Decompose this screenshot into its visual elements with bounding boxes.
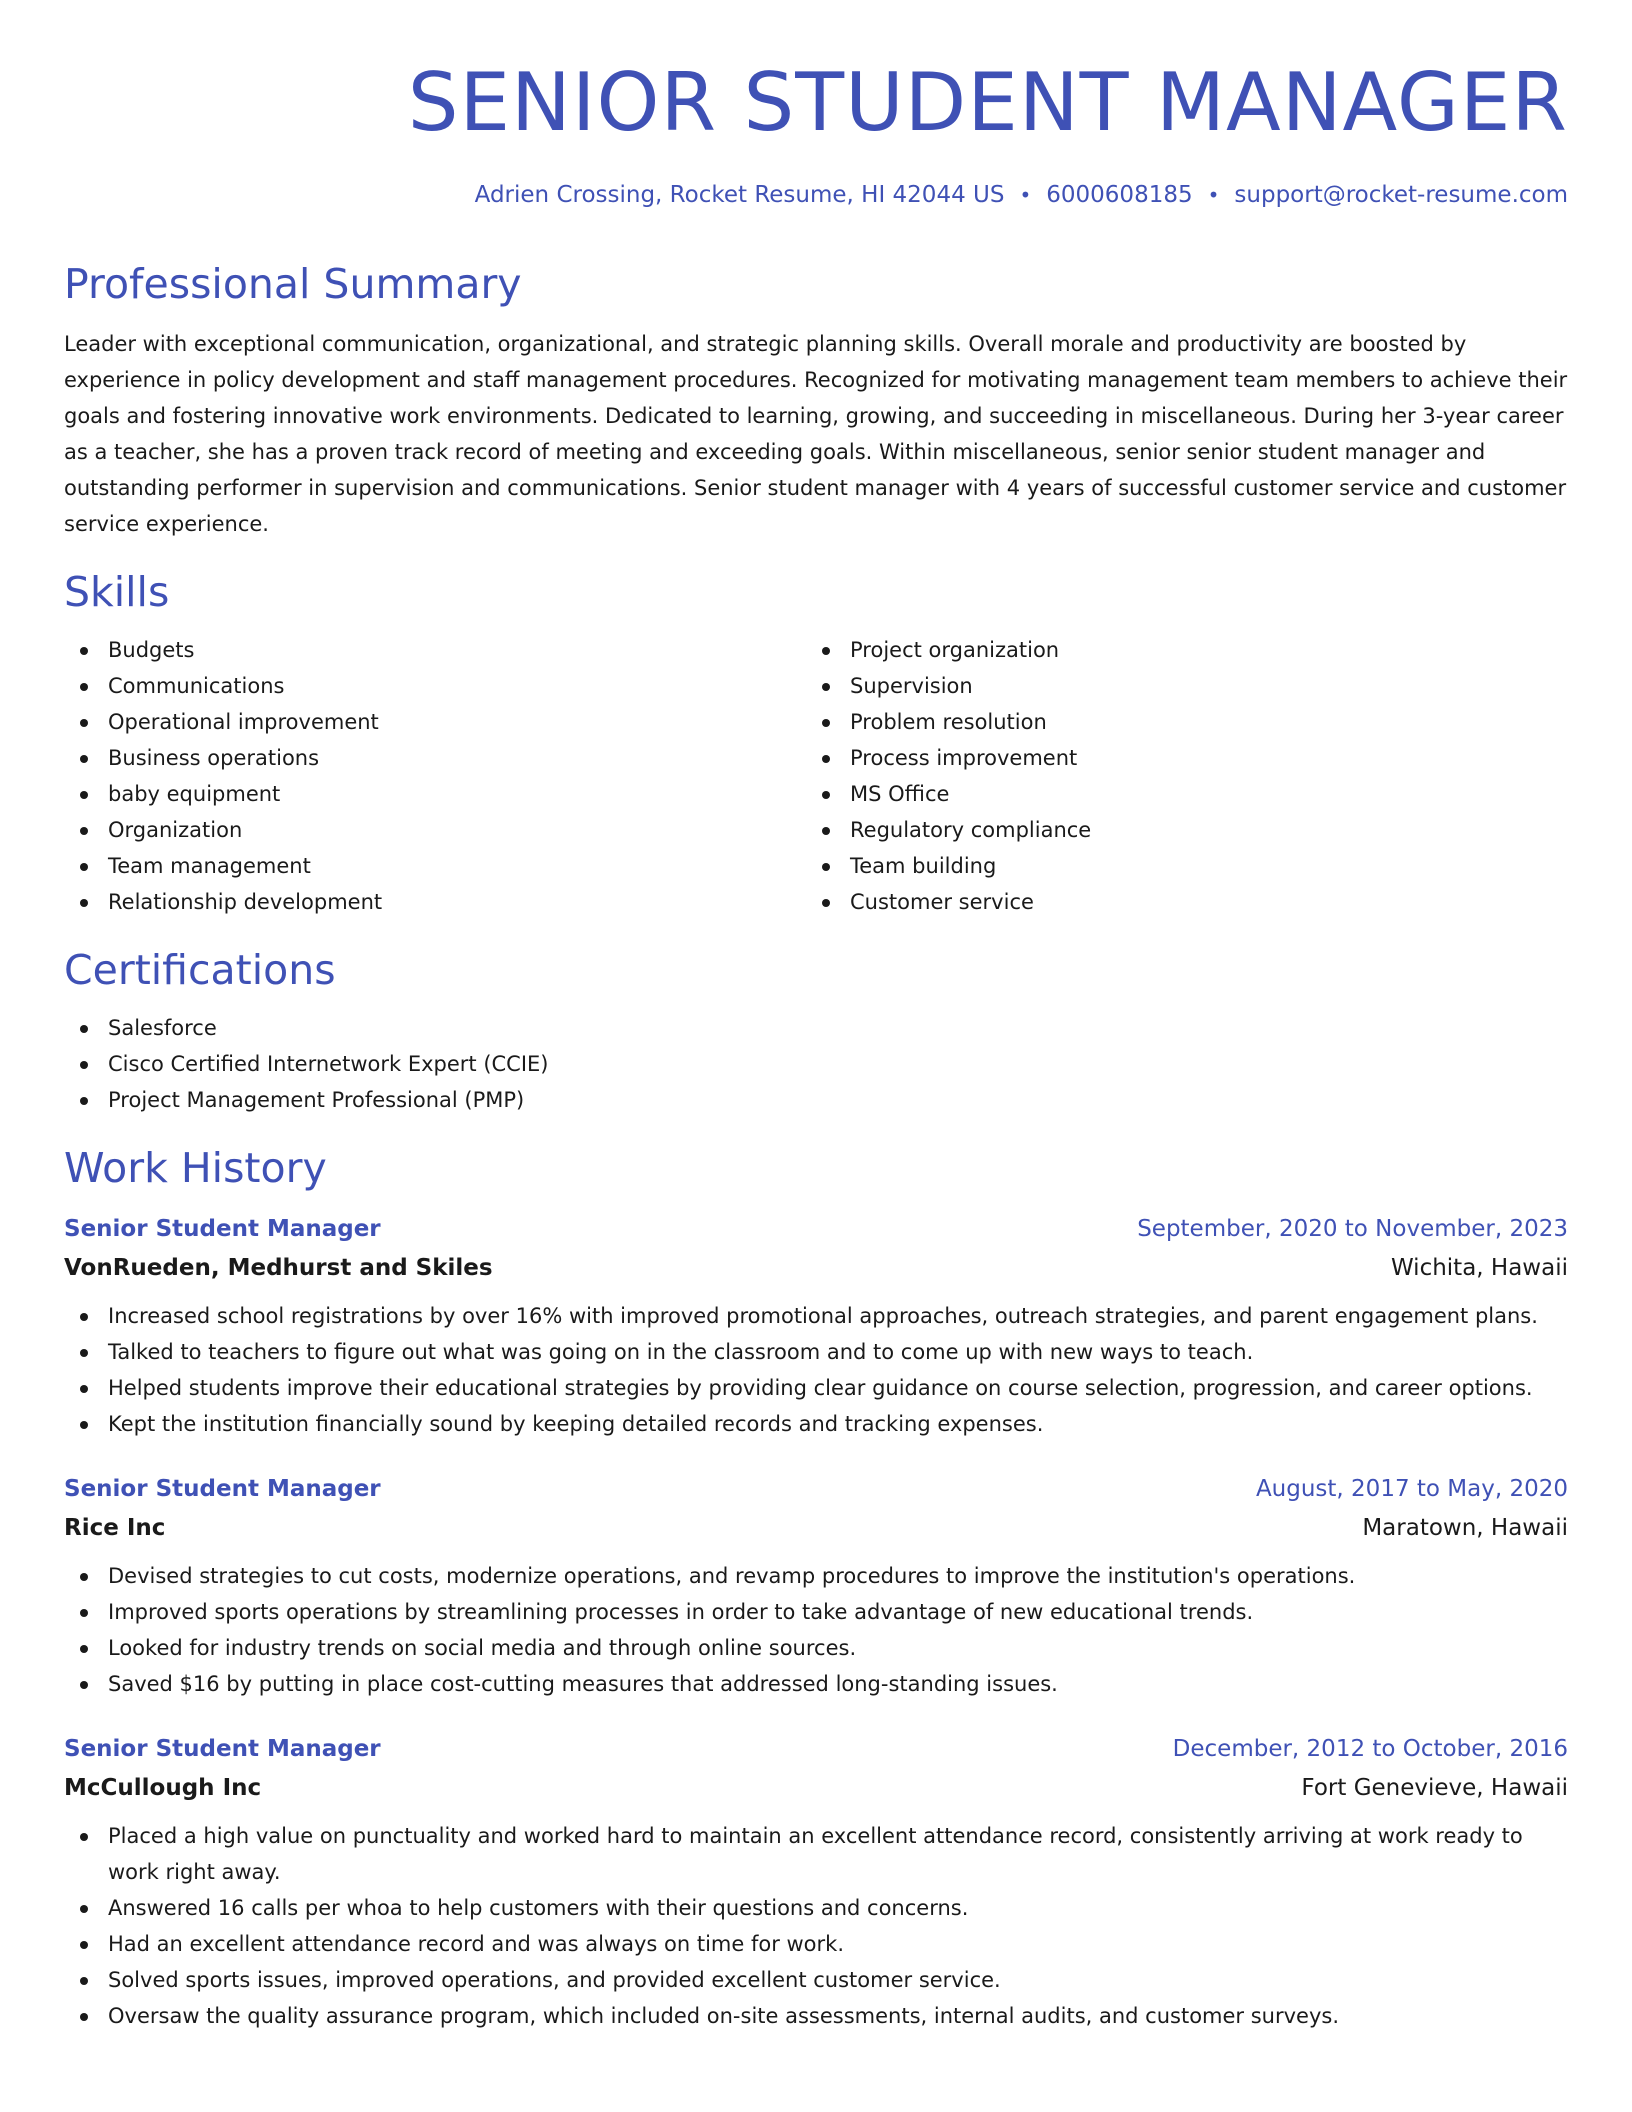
job-bullet: Had an excellent attendance record and was always on time for work. [108,1926,1568,1962]
section-title-certifications: Certifications [64,946,336,994]
certification-item: Salesforce [108,1010,1568,1046]
job-bullets [64,1298,1568,1442]
job-location: Wichita, Hawaii [1390,1255,1568,1281]
job-company-row [64,1769,1568,1808]
certifications-list [64,1010,1568,1118]
job-entry [64,1470,1568,1702]
section-title-summary: Professional Summary [64,260,522,308]
contact-separator: • [1207,183,1220,207]
skill-item: Operational improvement [108,704,806,740]
job-title: Senior Student Manager [64,1476,381,1502]
skill-item: Project organization [850,632,1548,668]
section-title-work-history: Work History [64,1144,327,1192]
job-bullets [64,1818,1568,2034]
job-bullet: Oversaw the quality assurance program, which included on-site assessments, internal audits, and customer surveys. [108,1998,1568,2034]
job-entry [64,1210,1568,1442]
job-dates: August, 2017 to May, 2020 [1255,1476,1568,1502]
skills-list-left [64,632,806,920]
skill-item: Business operations [108,740,806,776]
job-bullet: Solved sports issues, improved operations, and provided excellent customer service. [108,1962,1568,1998]
job-title-row [64,1210,1568,1249]
job-company: Rice Inc [64,1515,166,1541]
job-title: Senior Student Manager [64,1216,381,1242]
job-dates: December, 2012 to October, 2016 [1172,1736,1568,1762]
job-dates: September, 2020 to November, 2023 [1137,1216,1568,1242]
resume-header [64,0,1568,212]
certification-item: Cisco Certified Internetwork Expert (CCIE) [108,1046,1568,1082]
job-company-row [64,1509,1568,1548]
skill-item: Problem resolution [850,704,1548,740]
job-title: Senior Student Manager [64,1736,381,1762]
skill-item: Relationship development [108,884,806,920]
job-bullet: Kept the institution financially sound by keeping detailed records and tracking expenses. [108,1406,1568,1442]
skill-item: Organization [108,812,806,848]
job-bullet: Placed a high value on punctuality and worked hard to maintain an excellent attendance record, consistently arriving at work ready to work right away. [108,1818,1568,1890]
skill-item: baby equipment [108,776,806,812]
job-bullets [64,1558,1568,1702]
skills-section [64,564,1568,920]
skills-grid [64,632,1568,920]
skill-item: Team building [850,848,1548,884]
contact-separator: • [1019,183,1032,207]
certifications-section [64,942,1568,1118]
job-bullet: Talked to teachers to figure out what was going on in the classroom and to come up with new ways to teach. [108,1334,1568,1370]
job-bullet: Helped students improve their educational strategies by providing clear guidance on course selection, progression, and career options. [108,1370,1568,1406]
job-bullet: Improved sports operations by streamlining processes in order to take advantage of new educational trends. [108,1594,1568,1630]
resume-page [64,0,1568,2034]
section-title-skills: Skills [64,568,170,616]
job-bullet: Looked for industry trends on social media and through online sources. [108,1630,1568,1666]
skill-item: Customer service [850,884,1548,920]
job-entry [64,1730,1568,2034]
skill-item: Supervision [850,668,1548,704]
contact-email[interactable]: support@rocket-resume.com [1234,182,1568,208]
job-title-row [64,1730,1568,1769]
job-company-row [64,1249,1568,1288]
job-bullet: Increased school registrations by over 16% with improved promotional approaches, outreach strategies, and parent engagement plans. [108,1298,1568,1334]
summary-text: Leader with exceptional communication, organizational, and strategic planning skills. Overall morale and productivity are boosted by experience in policy development and staff management procedures. Recognized for motivating management team members to achieve their goals and fostering innovative work environments. Dedicated to learning, growing, and succeeding in miscellaneous. During her 3-year career as a teacher, she has a proven track record of meeting and exceeding goals. Within miscellaneous, senior senior student manager and outstanding performer in supervision and communications. Senior student manager with 4 years of successful customer service and customer service experience. [64,332,1568,536]
job-bullet: Answered 16 calls per whoa to help customers with their questions and concerns. [108,1890,1568,1926]
skill-item: Process improvement [850,740,1548,776]
job-company: VonRueden, Medhurst and Skiles [64,1255,493,1281]
job-location: Maratown, Hawaii [1362,1515,1568,1541]
skill-item: Budgets [108,632,806,668]
job-location: Fort Genevieve, Hawaii [1301,1775,1568,1801]
skills-list-right [806,632,1548,920]
contact-address: Adrien Crossing, Rocket Resume, HI 42044 US [474,182,1005,208]
job-company: McCullough Inc [64,1775,262,1801]
skill-item: Regulatory compliance [850,812,1548,848]
contact-line [64,178,1568,212]
summary-section [64,256,1568,542]
contact-phone: 6000608185 [1046,182,1193,208]
certification-item: Project Management Professional (PMP) [108,1082,1568,1118]
skill-item: Communications [108,668,806,704]
skill-item: MS Office [850,776,1548,812]
job-bullet: Saved $16 by putting in place cost-cutting measures that addressed long-standing issues. [108,1666,1568,1702]
skill-item: Team management [108,848,806,884]
work-history-section [64,1140,1568,2034]
job-bullet: Devised strategies to cut costs, modernize operations, and revamp procedures to improve the institution's operations. [108,1558,1568,1594]
candidate-name: SENIOR STUDENT MANAGER [407,56,1568,149]
job-title-row [64,1470,1568,1509]
